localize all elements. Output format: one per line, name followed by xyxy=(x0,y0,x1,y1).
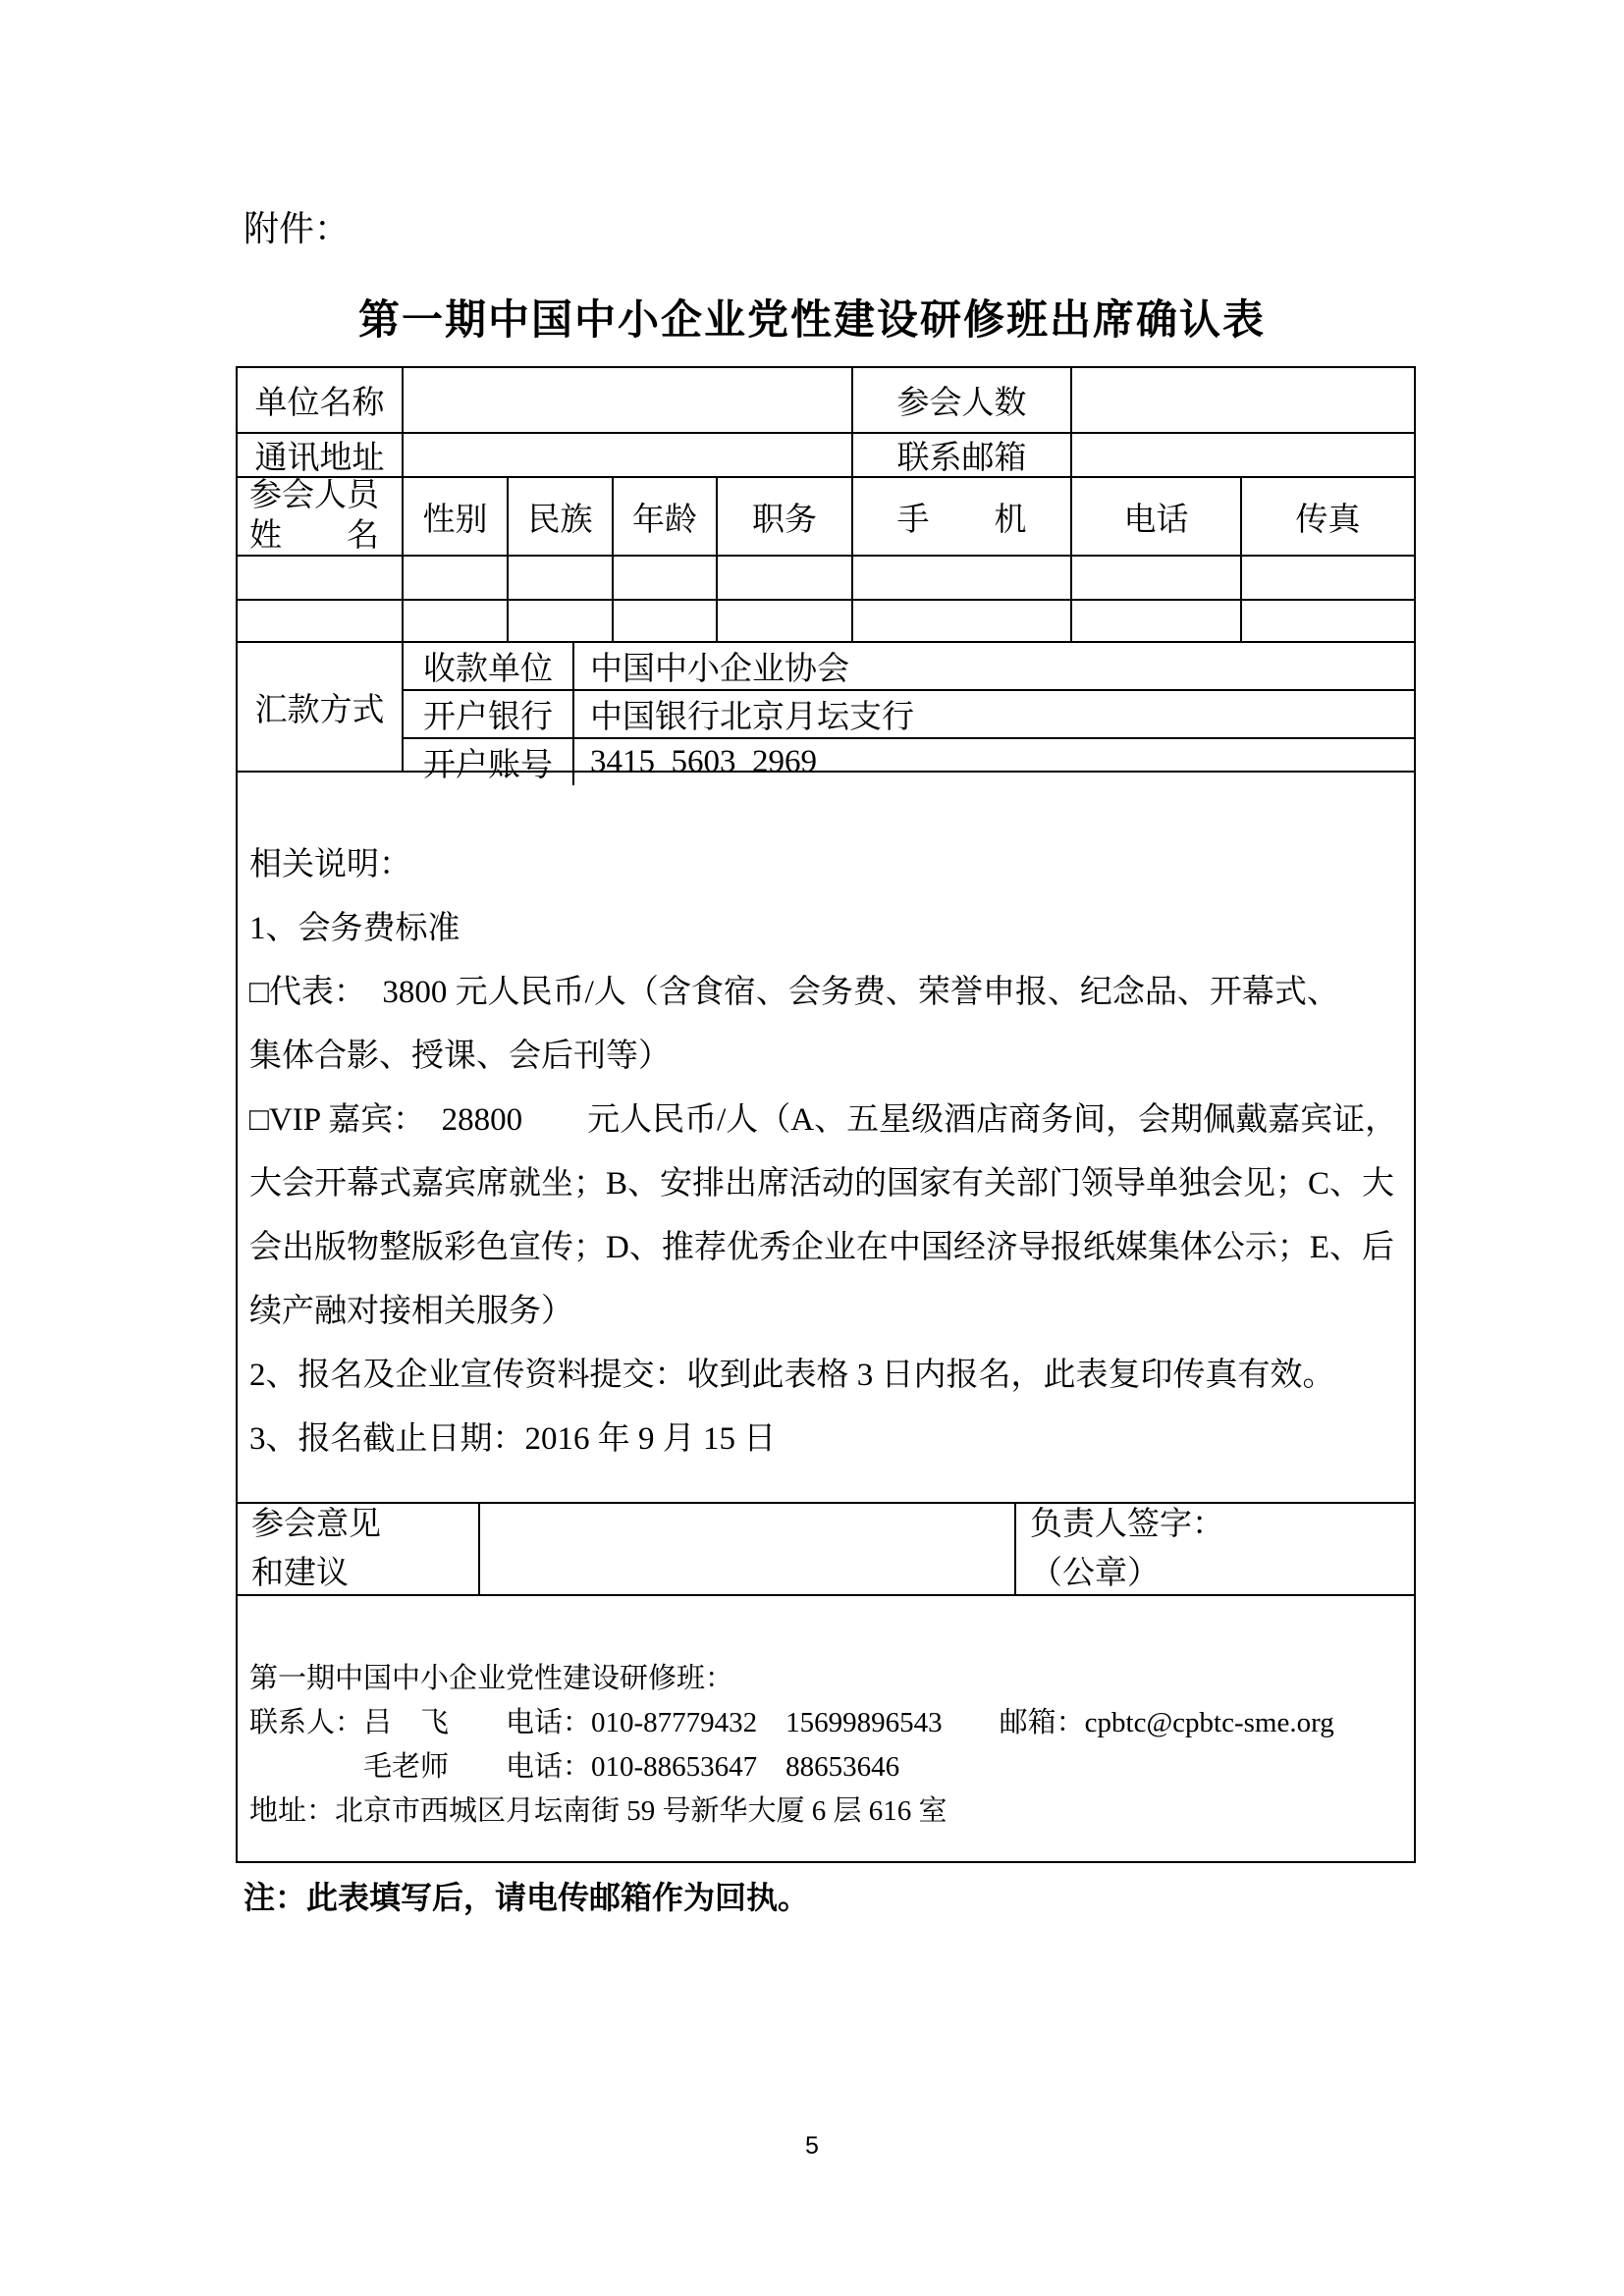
attendee-title-field[interactable] xyxy=(716,557,851,599)
attendee-phone-field[interactable] xyxy=(1070,557,1240,599)
feedback-field[interactable] xyxy=(478,1504,1014,1594)
contact-section xyxy=(238,1594,1414,1861)
payment-rows xyxy=(402,643,1414,783)
table-row xyxy=(238,368,1414,432)
bank-value: 中国银行北京月坛支行 xyxy=(572,691,1414,737)
note-line: 集体合影、授课、会后刊等） xyxy=(249,1039,671,1074)
footer-note: 注：此表填写后，请电传邮箱作为回执。 xyxy=(244,1880,810,1915)
attendee-phone-field[interactable] xyxy=(1070,601,1240,641)
col-header-mobile: 手 机 xyxy=(851,478,1070,555)
bank-label: 开户银行 xyxy=(423,700,553,735)
contact-line-person2: 毛老师 电话：010-88653647 88653646 xyxy=(249,1751,900,1783)
attendee-row xyxy=(238,599,1414,641)
account-value: 3415 5603 2969 xyxy=(572,739,1414,785)
feedback-row xyxy=(238,1502,1414,1594)
note-line: □代表： 3800 元人民币/人（含食宿、会务费、荣誉申报、纪念品、开幕式、 xyxy=(249,975,1339,1010)
payment-section xyxy=(238,641,1414,783)
attendee-ethnic-field[interactable] xyxy=(507,601,612,641)
col-header-fax: 传真 xyxy=(1240,478,1414,555)
contact-line-person1: 联系人：吕 飞 电话：010-87779432 15699896543 邮箱：cpbtc@cpbtc-sme.org xyxy=(249,1707,1334,1738)
payment-row xyxy=(404,737,1414,785)
contact-line-address: 地址：北京市西城区月坛南街 59 号新华大厦 6 层 616 室 xyxy=(249,1795,947,1827)
address-field[interactable] xyxy=(402,434,851,476)
address-label: 通讯地址 xyxy=(254,441,385,476)
attendee-fax-field[interactable] xyxy=(1240,557,1414,599)
page-title: 第一期中国中小企业党性建设研修班出席确认表 xyxy=(357,298,1266,344)
attendee-name-field[interactable] xyxy=(238,601,402,641)
feedback-label xyxy=(238,1504,478,1594)
attendee-fax-field[interactable] xyxy=(1240,601,1414,641)
payee-value: 中国中小企业协会 xyxy=(572,643,1414,689)
signature-label: 负责人签字： xyxy=(1030,1507,1224,1542)
feedback-label-line1: 参会意见 xyxy=(251,1507,381,1542)
payment-method-label: 汇款方式 xyxy=(254,692,385,728)
col-header-title: 职务 xyxy=(716,478,851,555)
contact-line-title: 第一期中国中小企业党性建设研修班： xyxy=(249,1663,734,1694)
col-header-gender: 性别 xyxy=(402,478,507,555)
payment-row xyxy=(404,643,1414,689)
confirmation-table xyxy=(236,366,1416,1863)
attendee-age-field[interactable] xyxy=(612,557,716,599)
col-header-age: 年龄 xyxy=(612,478,716,555)
unit-name-label: 单位名称 xyxy=(254,386,385,421)
attendee-gender-field[interactable] xyxy=(402,557,507,599)
seal-label: （公章） xyxy=(1030,1556,1160,1591)
note-line: 1、会务费标准 xyxy=(249,911,460,946)
attendee-count-field[interactable] xyxy=(1070,368,1414,432)
attendee-name-header-line1: 参会人员 xyxy=(249,478,379,513)
signature-cell xyxy=(1014,1504,1414,1594)
payee-label: 收款单位 xyxy=(423,652,553,687)
payment-row xyxy=(404,689,1414,737)
note-line: 大会开幕式嘉宾席就坐；B、安排出席活动的国家有关部门领导单独会见；C、大 xyxy=(249,1166,1395,1201)
attachment-label: 附件： xyxy=(244,209,351,248)
col-header-ethnic: 民族 xyxy=(507,478,612,555)
attendee-mobile-field[interactable] xyxy=(851,557,1070,599)
note-line: 2、报名及企业宣传资料提交：收到此表格 3 日内报名，此表复印传真有效。 xyxy=(249,1358,1335,1393)
attendee-age-field[interactable] xyxy=(612,601,716,641)
feedback-label-line2: 和建议 xyxy=(251,1556,349,1591)
attendee-row xyxy=(238,555,1414,599)
attendee-name-field[interactable] xyxy=(238,557,402,599)
attendee-name-header-line2: 姓 名 xyxy=(249,518,379,554)
contact-email-label: 联系邮箱 xyxy=(851,434,1070,476)
note-line: 3、报名截止日期：2016 年 9 月 15 日 xyxy=(249,1421,777,1457)
attendee-count-label: 参会人数 xyxy=(851,368,1070,432)
attendee-ethnic-field[interactable] xyxy=(507,557,612,599)
contact-email-field[interactable] xyxy=(1070,434,1414,476)
attendee-name-header xyxy=(238,478,402,555)
col-header-phone: 电话 xyxy=(1070,478,1240,555)
note-line: 会出版物整版彩色宣传；D、推荐优秀企业在中国经济导报纸媒集体公示；E、后 xyxy=(249,1230,1394,1265)
unit-name-field[interactable] xyxy=(402,368,851,432)
note-line: 相关说明： xyxy=(249,847,411,882)
account-label: 开户账号 xyxy=(423,748,553,783)
attendee-mobile-field[interactable] xyxy=(851,601,1070,641)
note-line: □VIP 嘉宾： 28800 元人民币/人（A、五星级酒店商务间，会期佩戴嘉宾证， xyxy=(249,1102,1398,1138)
table-row xyxy=(238,432,1414,476)
attendee-gender-field[interactable] xyxy=(402,601,507,641)
page-number: 5 xyxy=(805,2132,819,2160)
notes-section xyxy=(238,771,1414,1502)
attendee-title-field[interactable] xyxy=(716,601,851,641)
attendee-header-row xyxy=(238,476,1414,555)
note-line: 续产融对接相关服务） xyxy=(249,1294,573,1329)
